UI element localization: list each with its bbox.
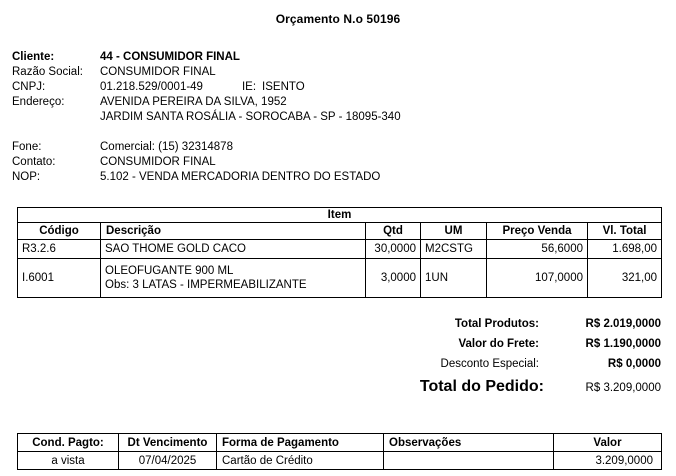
items-band-title: Item <box>18 208 662 223</box>
label-total-produtos: Total Produtos: <box>454 318 539 330</box>
column-header-descricao: Descrição <box>101 223 366 240</box>
table-row <box>18 259 662 298</box>
column-header-codigo: Código <box>18 223 101 240</box>
items-table-band <box>18 208 662 223</box>
header-row-razao-social <box>12 65 572 80</box>
label-fone: Fone: <box>12 141 42 153</box>
items-table <box>17 207 662 298</box>
cell-dt-vencimento: 07/04/2025 <box>119 452 217 470</box>
cell-preco-venda: 56,6000 <box>487 240 588 259</box>
column-header-valor: Valor <box>554 434 662 452</box>
value-contato: CONSUMIDOR FINAL <box>100 156 216 168</box>
value-nop: 5.102 - VENDA MERCADORIA DENTRO DO ESTADO <box>100 171 381 183</box>
header-row-endereco <box>12 95 572 110</box>
label-total-pedido: Total do Pedido: <box>419 378 544 395</box>
column-header-vl-total: Vl. Total <box>588 223 662 240</box>
cell-forma-pagamento: Cartão de Crédito <box>217 452 384 470</box>
cell-valor: 3.209,0000 <box>554 452 662 470</box>
value-razao-social: CONSUMIDOR FINAL <box>100 66 216 78</box>
value-valor-frete: R$ 1.190,0000 <box>585 338 661 350</box>
header-row-cnpj <box>12 80 572 95</box>
table-row <box>18 240 662 259</box>
column-header-dt-vencimento: Dt Vencimento <box>119 434 217 452</box>
cell-qtd: 30,0000 <box>366 240 421 259</box>
totals-row-valor-frete <box>300 338 661 358</box>
cell-descricao-text: OLEOFUGANTE 900 ML <box>105 265 234 277</box>
label-razao-social: Razão Social: <box>12 66 83 78</box>
value-total-pedido: R$ 3.209,0000 <box>585 382 661 394</box>
value-ie: ISENTO <box>262 81 305 93</box>
customer-header-block <box>12 50 572 185</box>
cell-vl-total: 321,00 <box>588 259 662 298</box>
totals-row-total-pedido <box>300 378 661 402</box>
totals-row-total-produtos <box>300 318 661 338</box>
cell-descricao <box>101 259 366 298</box>
label-cliente: Cliente: <box>12 51 55 63</box>
cell-vl-total: 1.698,00 <box>588 240 662 259</box>
totals-row-desconto-especial <box>300 358 661 378</box>
cell-codigo: I.6001 <box>18 259 101 298</box>
cell-preco-venda: 107,0000 <box>487 259 588 298</box>
header-row-nop <box>12 170 572 185</box>
value-cnpj: 01.218.529/0001-49 <box>100 81 203 93</box>
label-desconto-especial: Desconto Especial: <box>440 358 539 370</box>
cell-qtd: 3,0000 <box>366 259 421 298</box>
payment-table-header-row <box>18 434 662 452</box>
column-header-cond-pagto: Cond. Pagto: <box>18 434 119 452</box>
value-total-produtos: R$ 2.019,0000 <box>585 318 661 330</box>
cell-observacoes <box>384 452 554 470</box>
cell-descricao-text: SAO THOME GOLD CACO <box>105 243 247 255</box>
items-table-header-row <box>18 223 662 240</box>
label-nop: NOP: <box>12 171 41 183</box>
label-cnpj: CNPJ: <box>12 81 46 93</box>
value-desconto-especial: R$ 0,0000 <box>607 358 661 370</box>
column-header-preco-venda: Preço Venda <box>487 223 588 240</box>
value-endereco-linha1: AVENIDA PEREIRA DA SILVA, 1952 <box>100 96 287 108</box>
header-row-cliente <box>12 50 572 65</box>
totals-block <box>300 318 661 402</box>
value-endereco-linha2: JARDIM SANTA ROSÁLIA - SOROCABA - SP - 18095-340 <box>100 111 401 123</box>
label-ie: IE: <box>241 81 257 93</box>
value-fone: Comercial: (15) 32314878 <box>100 141 233 153</box>
payment-table <box>17 433 662 470</box>
column-header-forma-pagamento: Forma de Pagamento <box>217 434 384 452</box>
header-spacer <box>12 125 572 140</box>
column-header-um: UM <box>421 223 487 240</box>
cell-cond-pagto: a vista <box>18 452 119 470</box>
cell-um: 1UN <box>421 259 487 298</box>
table-row <box>18 452 662 470</box>
value-cliente: 44 - CONSUMIDOR FINAL <box>100 51 240 63</box>
label-contato: Contato: <box>12 156 56 168</box>
column-header-observacoes: Observações <box>384 434 554 452</box>
cell-descricao-obs: Obs: 3 LATAS - IMPERMEABILIZANTE <box>105 279 307 291</box>
cell-codigo: R3.2.6 <box>18 240 101 259</box>
cell-descricao <box>101 240 366 259</box>
header-row-contato <box>12 155 572 170</box>
label-valor-frete: Valor do Frete: <box>458 338 539 350</box>
label-endereco: Endereço: <box>12 96 65 108</box>
page-title: Orçamento N.o 50196 <box>275 12 401 26</box>
header-row-fone <box>12 140 572 155</box>
column-header-qtd: Qtd <box>366 223 421 240</box>
cell-um: M2CSTG <box>421 240 487 259</box>
header-row-endereco-linha2 <box>12 110 572 125</box>
